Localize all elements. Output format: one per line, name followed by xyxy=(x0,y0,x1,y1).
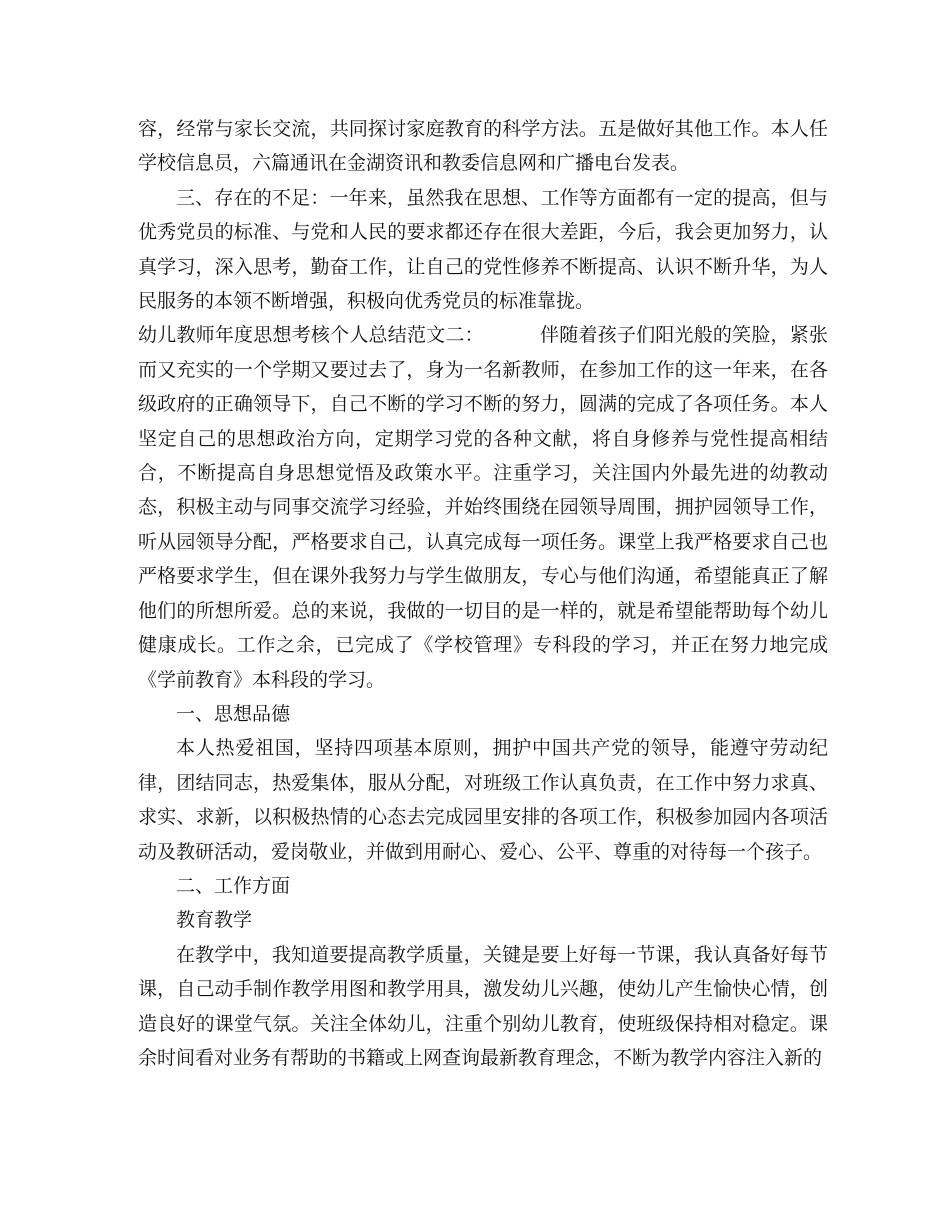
paragraph-ideology: 本人热爱祖国，坚持四项基本原则，拥护中国共产党的领导，能遵守劳动纪律，团结同志，热爱集体，服从分配，对班级工作认真负责，在工作中努力求真、求实、求新，以积极热情的心态去完成园里安排的各项工作，积极参加园内各项活动及教研活动，爱岗敬业，并做到用耐心、爱心、公平、尊重的对待每一个孩子。 xyxy=(138,737,828,863)
paragraph-teaching: 在教学中，我知道要提高教学质量，关键是要上好每一节课，我认真备好每节课，自己动手制作教学用图和教学用具，激发幼儿兴趣，使幼儿产生愉快心情，创造良好的课堂气氛。关注全体幼儿，注重个别幼儿教育，使班级保持相对稳定。课余时间看对业务有帮助的书籍或上网查询最新教育理念，不断为教学内容注入新的 xyxy=(138,943,828,1069)
heading-work: 二、工作方面 xyxy=(176,874,291,897)
heading-ideology: 一、思想品德 xyxy=(176,702,291,725)
sample-two-body: 伴随着孩子们阳光般的笑脸，紧张而又充实的一个学期又要过去了，身为一名新教师，在参加工作的这一年来，在各级政府的正确领导下，自己不断的学习不断的努力，圆满的完成了各项任务。本人坚定自己的思想政治方向，定期学习党的各种文献，将自身修养与党性提高相结合，不断提高自身思想觉悟及政策水平。注重学习，关注国内外最先进的幼教动态，积极主动与同事交流学习经验，并始终围绕在园领导周围，拥护园领导工作，听从园领导分配，严格要求自己，认真完成每一项任务。课堂上我严格要求自己也严格要求学生，但在课外我努力与学生做朋友，专心与他们沟通，希望能真正了解他们的所想所爱。总的来说，我做的一切目的是一样的，就是希望能帮助每个幼儿健康成长。工作之余，已完成了《学校管理》专科段的学习，并正在努力地完成《学前教育》本科段的学习。 xyxy=(138,324,828,691)
document-body xyxy=(138,112,828,1075)
paragraph-shortcomings: 三、存在的不足：一年来，虽然我在思想、工作等方面都有一定的提高，但与优秀党员的标准、与党和人民的要求都还存在很大差距，今后，我会更加努力，认真学习，深入思考，勤奋工作，让自己的党性修养不断提高、认识不断升华，为人民服务的本领不断增强，积极向优秀党员的标准靠拢。 xyxy=(138,186,828,313)
sample-two-title: 幼儿教师年度思想考核个人总结范文二： xyxy=(138,324,484,347)
paragraph-sample-two xyxy=(138,318,828,696)
paragraph-continuation: 容，经常与家长交流，共同探讨家庭教育的科学方法。五是做好其他工作。本人任学校信息员，六篇通讯在金湖资讯和教委信息网和广播电台发表。 xyxy=(138,118,828,175)
heading-teaching: 教育教学 xyxy=(176,909,253,932)
